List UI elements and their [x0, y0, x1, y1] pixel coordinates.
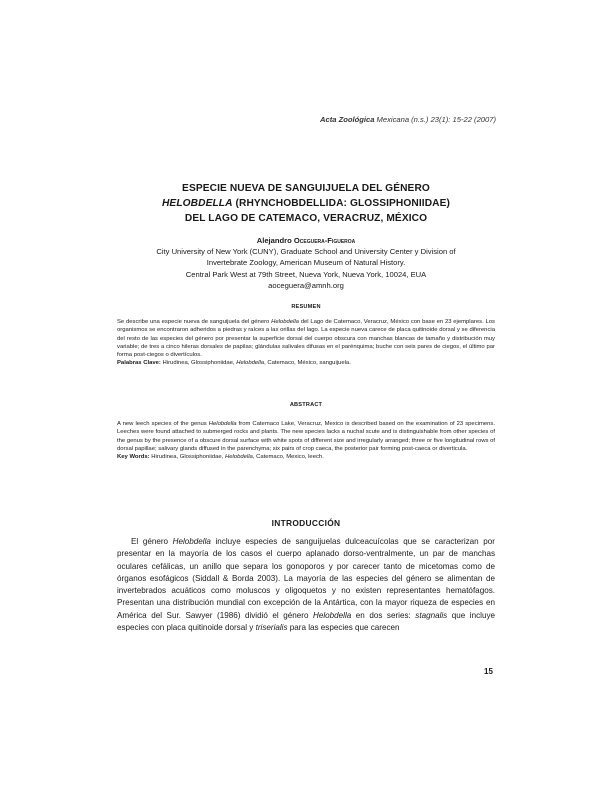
- author-name: Alejandro Oceguera-Figueroa: [256, 236, 356, 245]
- resumen-heading: RESUMEN: [291, 304, 321, 310]
- page-number: 15: [484, 667, 493, 676]
- resumen-text: Se describe una especie nueva de sanguijuela del género Helobdella del Lago de Catemaco, Veracruz, México con base en 23 ejemplares. Los organismos se encontraron adheridos a piedras y raíces a las orillas del lago. La especie nueva carece de placa quitinoide dorsal y se diferencia del resto de las especies del género por presentar la superficie dorsal del cuerpo obscura con manchas blancas de tamaño y distribución muy variable; de tres a cinco hileras dorsales de papilas; glándulas salivales difusas en el parénquima; buche con seis pares de ciegos, el último par forma post-ciegos o divertículos.: [117, 319, 495, 359]
- introduction-heading: INTRODUCCIÓN: [271, 518, 341, 528]
- resumen-keywords: Palabras Clave: Hirudinea, Glossiphoniidae, Helobdella, Catemaco, México, sanguijuela.: [117, 360, 351, 367]
- journal-name: Acta Zoológica: [320, 115, 375, 124]
- author-email: aoceguera@amnh.org: [268, 280, 344, 290]
- affiliation-1: City University of New York (CUNY), Graduate School and University Center y Division of: [156, 247, 456, 257]
- title-genus: HELOBDELLA: [161, 198, 233, 209]
- abstract-text: A new leech species of the genus Helobdella from Catemaco Lake, Veracruz, Mexico is described based on the examination of 23 specimens. Leeches were found attached to submerged rocks and plants. The new species lacks a nuchal scute and is distinguishable from other species of the genus by the presence of a obscure dorsal surface with white spots of different size and irregularly arranged; three or five longitudinal rows of dorsal papillae; salivary glands diffused in the parenchyma; six pairs of crop caeca, the posterior pair forming post-caeca or diverticula.: [117, 421, 495, 452]
- introduction-paragraph: El género Helobdella incluye especies de sanguijuelas dulceacuícolas que se caracterizan por presentar en la mayoría de los casos el cuerpo aplanado dorso-ventralmente, un par de manchas oculares cefálicas, un anillo que separa los gonoporos y por carecer tanto de micetomas como de órganos esofágicos (Siddall & Borda 2003). La mayoría de las especies del género se alimentan de invertebrados acuáticos como moluscos y oligoquetos y no existen representantes hematófagos. Presentan una distribución mundial con excepción de la Antártica, con la mayor riqueza de especies en América del Sur. Sawyer (1986) dividió el género Helobdella en dos series: stagnalis que incluye especies con placa quitinoide dorsal y triserialis para las especies que carecen: [117, 537, 496, 633]
- affiliation-2: Invertebrate Zoology, American Museum of Natural History.: [206, 258, 406, 268]
- title-line-1: ESPECIE NUEVA DE SANGUIJUELA DEL GÉNERO: [182, 183, 430, 194]
- introduction-body: [117, 536, 495, 634]
- title-line-2: [90, 196, 522, 211]
- affiliation-3: Central Park West at 79th Street, Nueva York, Nueva York, 10024, EUA: [185, 269, 427, 279]
- author-block: [90, 235, 522, 291]
- abstract-body: [117, 420, 495, 461]
- journal-citation: [320, 115, 496, 124]
- resumen-body: [117, 318, 495, 368]
- journal-volume: Mexicana (n.s.) 23(1): 15-22 (2007): [374, 115, 496, 124]
- title-taxonomy: (RHYNCHOBDELLIDA: GLOSSIPHONIIDAE): [232, 198, 451, 209]
- article-title: [90, 181, 522, 226]
- abstract-heading: ABSTRACT: [289, 402, 323, 408]
- abstract-keywords: Key Words: Hirudinea, Glossiphoniidae, Helobdella, Catemaco, Mexico, leech.: [117, 454, 324, 461]
- title-line-3: DEL LAGO DE CATEMACO, VERACRUZ, MÉXICO: [184, 213, 428, 224]
